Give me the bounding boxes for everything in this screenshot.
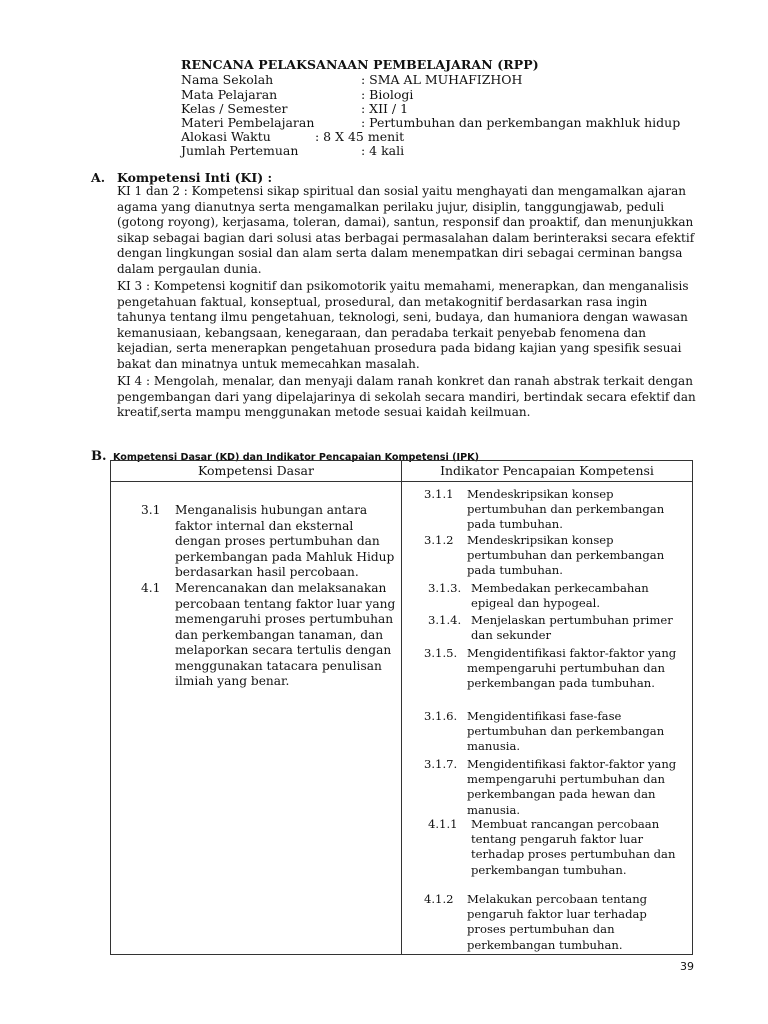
- field-label: Mata Pelajaran: [181, 87, 278, 102]
- field-value: : Pertumbuhan dan perkembangan makhluk hidup: [361, 115, 681, 130]
- ipk-item: [424, 487, 686, 533]
- column-header-ipk: Indikator Pencapaian Kompetensi: [440, 463, 654, 478]
- ipk-text: Membedakan perkecambahan epigeal dan hypogeal.: [471, 581, 649, 611]
- ipk-item: [424, 646, 686, 692]
- document-title: RENCANA PELAKSANAAN PEMBELAJARAN (RPP): [181, 57, 539, 72]
- field-value: : SMA AL MUHAFIZHOH: [361, 72, 523, 87]
- ki-4-paragraph: KI 4 : Mengolah, menalar, dan menyaji dalam ranah konkret dan ranah abstrak terkait dengan pengembangan dari yang dipelajarinya di sekolah secara mandiri, bertindak secara efektif dan kreatif,serta mampu menggunakan metode sesuai kaidah keilmuan.: [117, 374, 696, 420]
- kd-ipk-table: [110, 460, 693, 955]
- ipk-number: 4.1.2: [424, 892, 454, 906]
- section-letter: B.: [91, 449, 107, 464]
- ipk-item: [428, 613, 688, 643]
- ki-3-paragraph: KI 3 : Kompetensi kognitif dan psikomotorik yaitu memahami, menerapkan, dan menganalisis pengetahuan faktual, konseptual, prosedural, dan metakognitif berdasarkan rasa ingin tahunya tentang ilmu pengetahuan, teknologi, seni, budaya, dan humaniora dengan wawasan kemanusiaan, kebangsaan, kenegaraan, dan peradaba terkait penyebab fenomena dan kejadian, serta menerapkan pengetahuan prosedura pada bidang kajian yang spesifik sesuai bakat dan minatnya untuk memecahkan masalah.: [117, 279, 689, 371]
- field-nama-sekolah: [181, 72, 523, 87]
- field-value: : XII / 1: [361, 101, 409, 116]
- section-title: Kompetensi Dasar (KD) dan Indikator Pencapaian Kompetensi (IPK): [113, 452, 479, 463]
- ipk-number: 3.1.2: [424, 533, 454, 547]
- ipk-number: 3.1.5.: [424, 646, 458, 660]
- field-value: : 4 kali: [361, 143, 405, 158]
- ipk-text: Mengidentifikasi faktor-faktor yang mempengaruhi pertumbuhan dan perkembangan pada hewan dan manusia.: [467, 757, 677, 817]
- field-label: Jumlah Pertemuan: [181, 143, 299, 158]
- ipk-item: [424, 892, 686, 953]
- kd-item: [141, 503, 396, 581]
- page-number: 39: [680, 960, 694, 973]
- ipk-item: [428, 581, 668, 611]
- ipk-number: 3.1.3.: [428, 581, 462, 595]
- field-label: Alokasi Waktu: [181, 129, 271, 144]
- section-letter: A.: [91, 170, 106, 185]
- kd-number: 4.1: [141, 581, 161, 595]
- ipk-text: Membuat rancangan percobaan tentang pengaruh faktor luar terhadap proses pertumbuhan dan perkembangan tumbuhan.: [471, 817, 676, 877]
- field-materi-pembelajaran: [181, 115, 681, 130]
- column-divider: [401, 461, 402, 954]
- ipk-number: 3.1.4.: [428, 613, 462, 627]
- section-a-heading: [91, 170, 272, 185]
- ipk-text: Mengidentifikasi fase-fase pertumbuhan dan perkembangan manusia.: [467, 709, 665, 754]
- kd-text: Merencanakan dan melaksanakan percobaan tentang faktor luar yang memengaruhi proses pertumbuhan dan perkembangan tanaman, dan melaporkan secara tertulis dengan menggunakan tatacara penulisan ilmiah yang benar.: [175, 581, 396, 688]
- column-header-kd: Kompetensi Dasar: [198, 463, 314, 478]
- ipk-text: Menjelaskan pertumbuhan primer dan sekunder: [471, 613, 673, 643]
- ipk-item: [424, 709, 686, 755]
- field-value: : Biologi: [361, 87, 414, 102]
- header-divider: [111, 481, 692, 482]
- ipk-text: Mengidentifikasi faktor-faktor yang mempengaruhi pertumbuhan dan perkembangan pada tumbuhan.: [467, 646, 677, 691]
- ipk-text: Mendeskripsikan konsep pertumbuhan dan perkembangan pada tumbuhan.: [467, 487, 665, 532]
- ipk-number: 3.1.7.: [424, 757, 458, 771]
- field-label: Materi Pembelajaran: [181, 115, 315, 130]
- ipk-item: [424, 533, 686, 579]
- field-mata-pelajaran: [181, 87, 414, 102]
- kd-text: Menganalisis hubungan antara faktor internal dan eksternal dengan proses pertumbuhan dan perkembangan pada Mahluk Hidup berdasarkan hasil percobaan.: [175, 503, 395, 579]
- ipk-number: 3.1.1: [424, 487, 454, 501]
- field-kelas-semester: [181, 101, 409, 116]
- field-label: Kelas / Semester: [181, 101, 288, 116]
- ipk-number: 3.1.6.: [424, 709, 458, 723]
- ipk-number: 4.1.1: [428, 817, 458, 831]
- kd-number: 3.1: [141, 503, 161, 517]
- kd-item: [141, 581, 396, 690]
- ipk-item: [424, 757, 686, 818]
- field-label: Nama Sekolah: [181, 72, 274, 87]
- field-jumlah-pertemuan: [181, 143, 405, 158]
- ipk-text: Melakukan percobaan tentang pengaruh faktor luar terhadap proses pertumbuhan dan perkembangan tumbuhan.: [467, 892, 648, 952]
- field-value: : 8 X 45 menit: [315, 129, 405, 144]
- ki-1-2-paragraph: KI 1 dan 2 : Kompetensi sikap spiritual dan sosial yaitu menghayati dan mengamalkan ajaran agama yang dianutnya serta mengamalkan perilaku jujur, disiplin, tanggungjawab, peduli (gotong royong), kerjasama, toleran, damai), santun, responsif dan proaktif, dan menunjukkan sikap sebagai bagian dari solusi atas berbagai permasalahan dalam berinteraksi secara efektif dengan lingkungan sosial dan alam serta dalam menempatkan diri sebagai cerminan bangsa dalam pergaulan dunia.: [117, 184, 695, 276]
- ipk-item: [428, 817, 686, 878]
- ipk-text: Mendeskripsikan konsep pertumbuhan dan perkembangan pada tumbuhan.: [467, 533, 665, 578]
- section-title: Kompetensi Inti (KI) :: [117, 170, 273, 185]
- field-alokasi-waktu: [181, 129, 405, 144]
